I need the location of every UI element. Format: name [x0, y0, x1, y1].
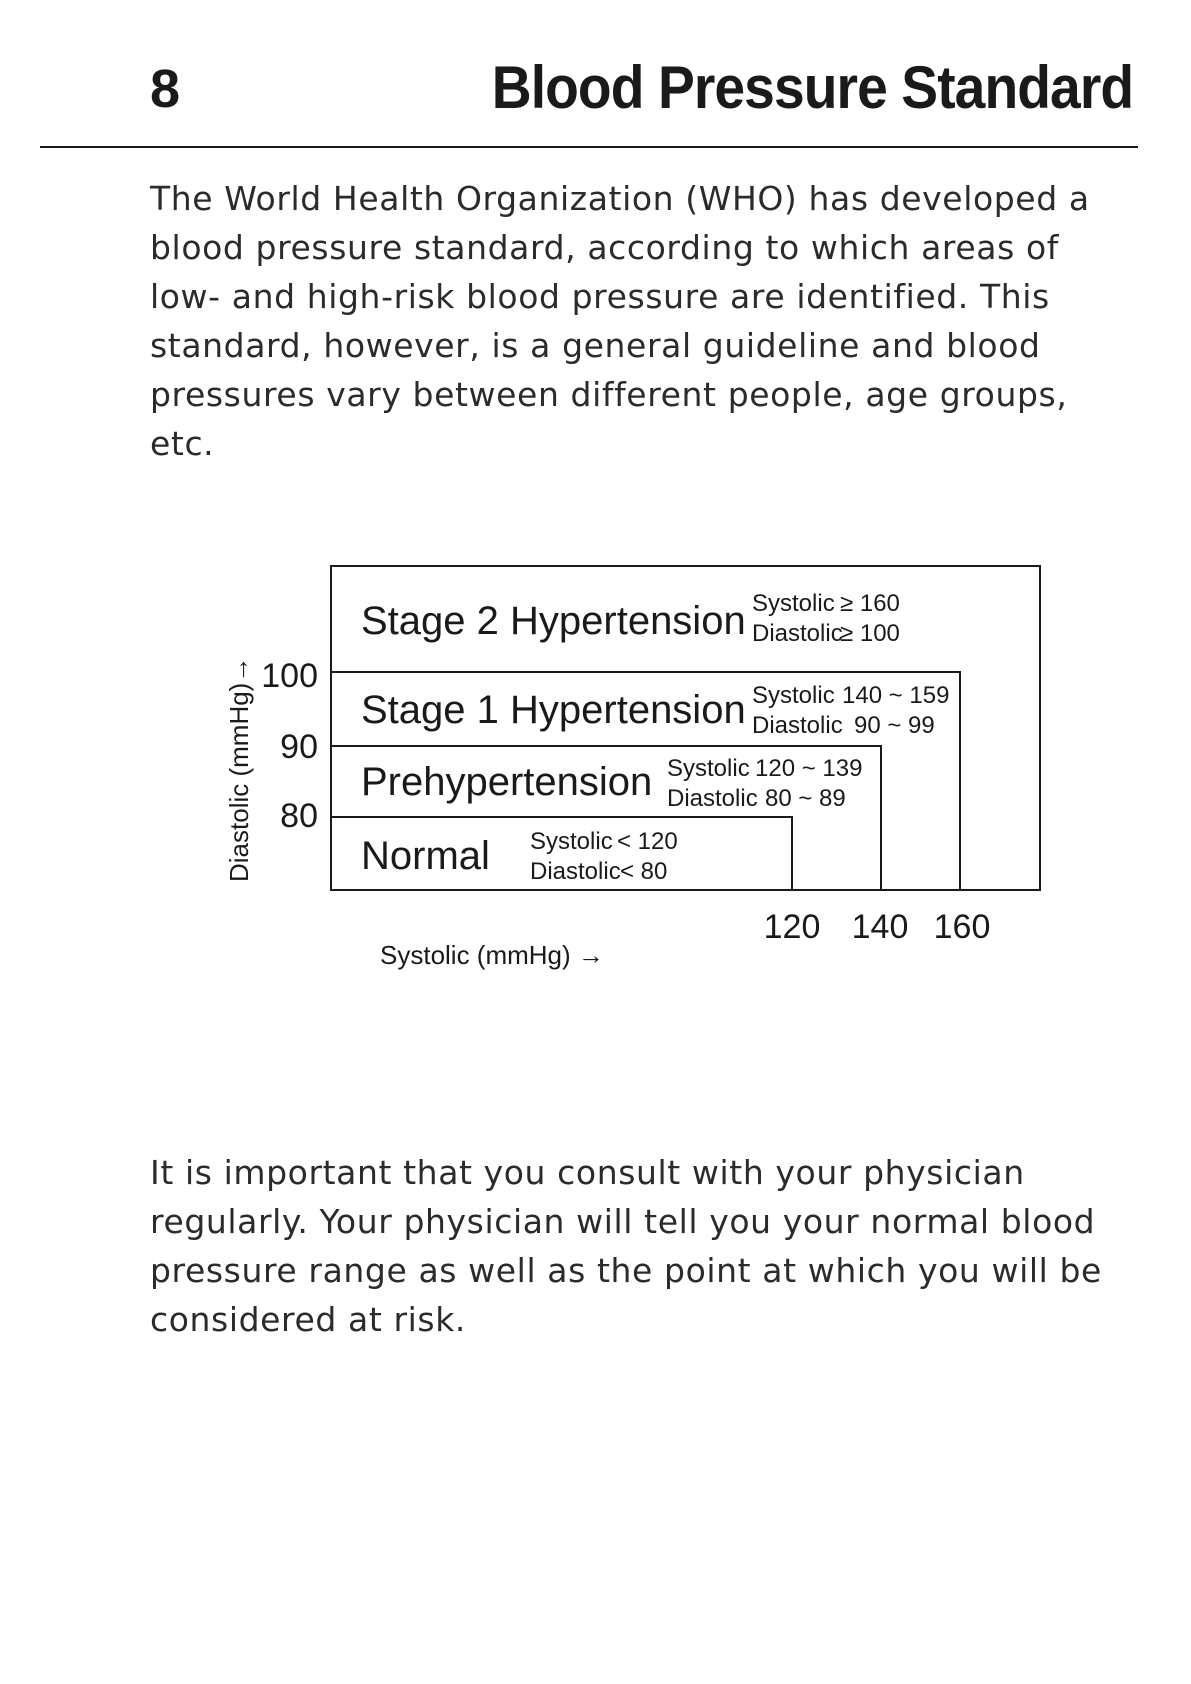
- zone-name-prehypertension: Prehypertension: [361, 760, 653, 804]
- zone-systolic-label-stage2: Systolic: [752, 590, 835, 617]
- closing-paragraph: It is important that you consult with your physician regularly. Your physician will tell you your normal blood pressure range as well as the point at which you will be considered at risk.: [150, 1153, 1102, 1339]
- zone-diastolic-range-normal: < 80: [620, 858, 668, 885]
- y-tick-100: 100: [261, 657, 318, 695]
- zone-systolic-range-stage1: 140 ~ 159: [842, 682, 950, 709]
- zone-diastolic-label-normal: Diastolic: [530, 858, 621, 885]
- y-axis-label: Diastolic (mmHg)→: [224, 656, 254, 882]
- zone-diastolic-range-prehypertension: 80 ~ 89: [765, 785, 846, 812]
- x-tick-140: 140: [851, 908, 909, 946]
- header-rule: [40, 146, 1138, 148]
- x-tick-120: 120: [763, 908, 821, 946]
- zone-diastolic-range-stage1: 90 ~ 99: [854, 712, 935, 739]
- intro-paragraph: The World Health Organization (WHO) has developed a blood pressure standard, according to which areas of low- and high-risk blood pressure are identified. This standard, however, is a general guideline and blood pressures vary between different people, age groups, etc.: [150, 179, 1090, 463]
- zone-box-stage1: [331, 672, 960, 890]
- x-tick-160: 160: [933, 908, 991, 946]
- page-number: 8: [150, 59, 181, 119]
- page-title: Blood Pressure Standard: [491, 54, 1133, 121]
- zone-box-prehypertension: [331, 746, 881, 890]
- zone-diastolic-label-prehypertension: Diastolic: [667, 785, 758, 812]
- zone-diastolic-label-stage2: Diastolic: [752, 620, 843, 647]
- zone-systolic-label-stage1: Systolic: [752, 682, 835, 709]
- zone-name-normal: Normal: [361, 834, 490, 878]
- y-tick-80: 80: [280, 797, 318, 835]
- zone-box-stage2: [331, 566, 1040, 890]
- zone-systolic-label-normal: Systolic: [530, 828, 613, 855]
- y-tick-90: 90: [280, 728, 318, 766]
- zone-box-normal: [331, 817, 792, 890]
- zone-diastolic-label-stage1: Diastolic: [752, 712, 843, 739]
- zone-name-stage2: Stage 2 Hypertension: [361, 599, 746, 643]
- zone-systolic-range-normal: < 120: [617, 828, 678, 855]
- x-axis-label: Systolic (mmHg) →: [380, 940, 604, 970]
- zone-systolic-range-stage2: ≥ 160: [840, 590, 900, 617]
- zone-diastolic-range-stage2: ≥ 100: [840, 620, 900, 647]
- zone-name-stage1: Stage 1 Hypertension: [361, 688, 746, 732]
- zone-systolic-label-prehypertension: Systolic: [667, 755, 750, 782]
- zone-systolic-range-prehypertension: 120 ~ 139: [755, 755, 863, 782]
